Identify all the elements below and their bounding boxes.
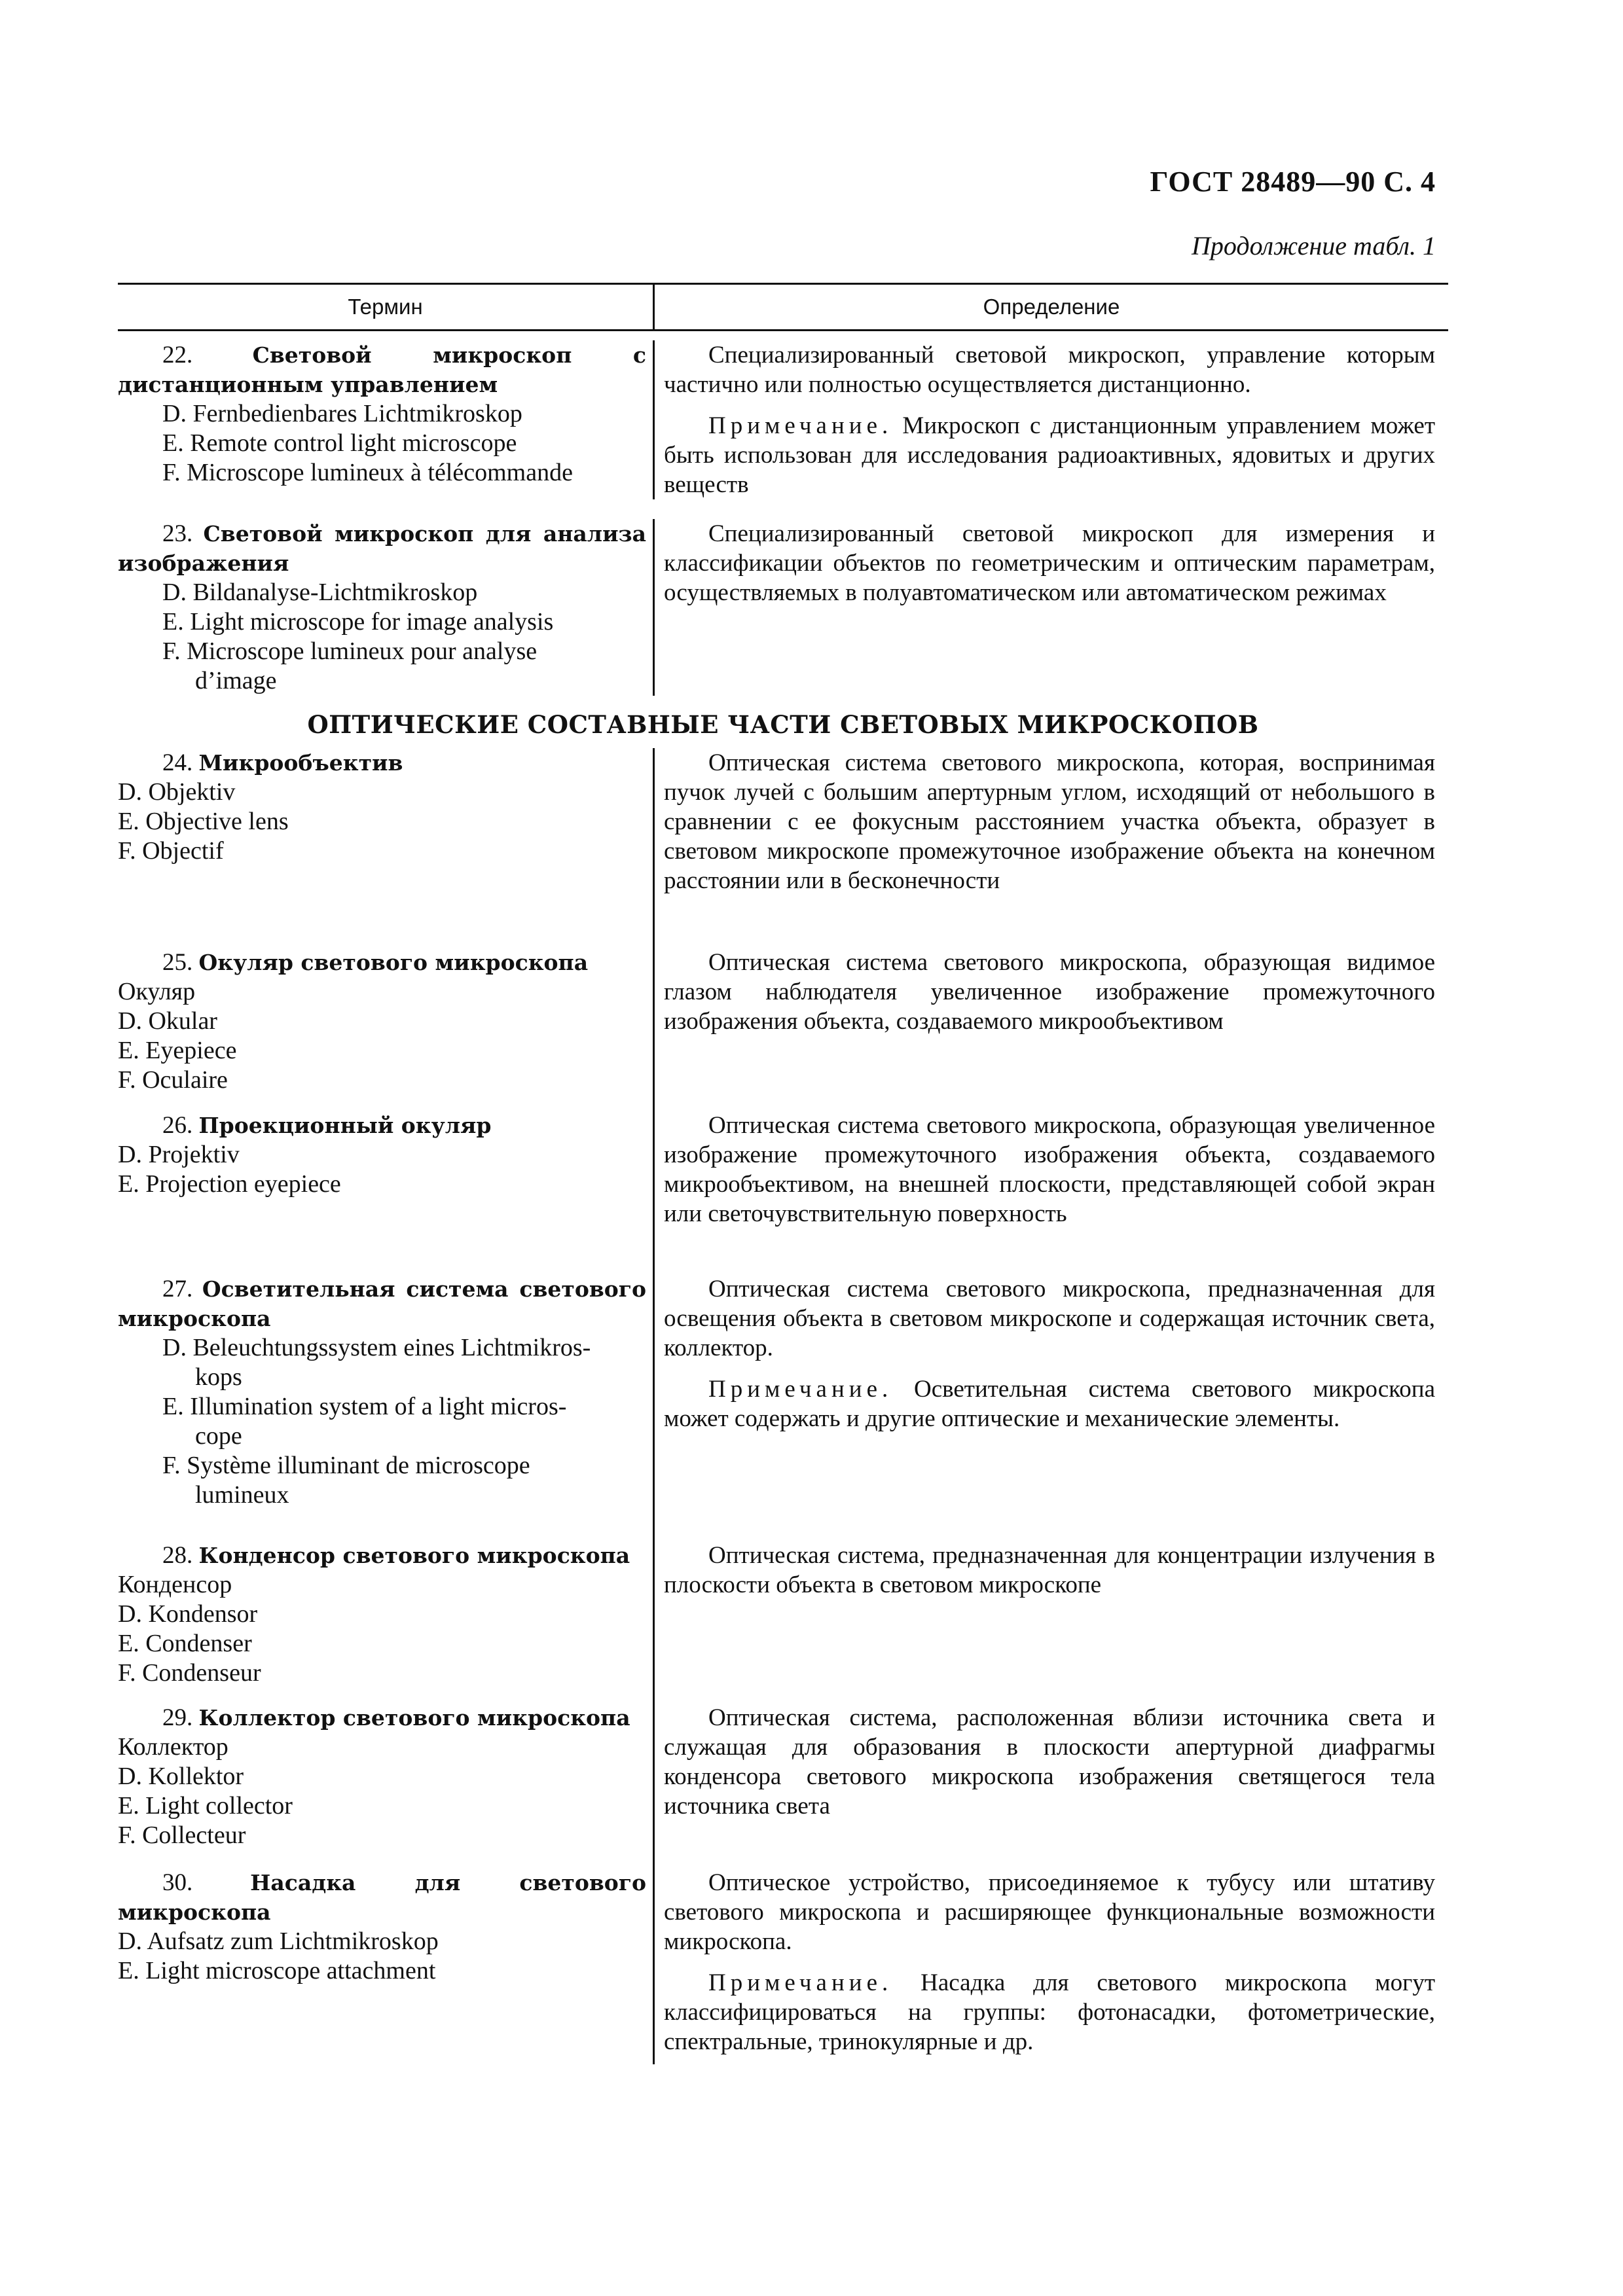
term-de: D. Objektiv [118, 778, 236, 806]
term-de: D. Kondensor [118, 1600, 258, 1628]
term-title: 28. Конденсор светового микроскопа [162, 1542, 630, 1569]
term-en: E. Light microscope attachment [118, 1957, 436, 1984]
column-header-term: Термин [348, 295, 423, 319]
term-title: 22. Световой микроскоп с дистанционным управлением [118, 342, 646, 397]
definition: Специализированный световой микроскоп, управление которым частично или полностью осуществляется дистанционно. [664, 342, 1435, 398]
term-de: D. Bildanalyse-Lichtmikroskop [162, 579, 478, 606]
term-title: 26. Проекционный окуляр [162, 1112, 492, 1139]
definition: Специализированный световой микроскоп для измерения и классификации объектов по геометрическим и оптическим параметрам, осуществляемых в полуавтоматическом или автоматическом режимах [664, 520, 1435, 606]
table-row [118, 331, 1448, 499]
term-de: D. Kollektor [118, 1763, 244, 1790]
term-en: E. Remote control light microscope [162, 429, 517, 457]
term-title: 24. Микрообъектив [162, 749, 403, 776]
definition: Оптическая система светового микроскопа, которая, воспринимая пучок лучей с большим апертурным углом, исходящий от небольшого в сравнении с ее фокусным расстоянием участка объекта, образует в световом микроскопе промежуточное изображение объекта на конечном расстоянии или в бесконечности [664, 749, 1435, 894]
term-fr: F. Condenseur [118, 1659, 261, 1687]
term-fr: F. Collecteur [118, 1821, 246, 1849]
term-title: 29. Коллектор светового микроскопа [162, 1704, 630, 1731]
table-block-2 [118, 748, 1448, 2064]
table-row [118, 1541, 1448, 1703]
term-synonym: Окуляр [118, 978, 196, 1005]
term-en: E. Light collector [118, 1792, 293, 1820]
term-en: E. Objective lens [118, 808, 289, 835]
table-row [118, 948, 1448, 1111]
term-fr: F. Système illuminant de microscope lumineux [162, 1452, 530, 1509]
term-de: D. Beleuchtungssystem eines Lichtmikros- kops [162, 1334, 591, 1391]
term-fr: F. Microscope lumineux à télécommande [162, 459, 573, 486]
definition: Оптическое устройство, присоединяемое к тубусу или штативу светового микроскопа и расширяющее функциональные возможности микроскопа. [664, 1869, 1435, 1955]
term-synonym: Коллектор [118, 1733, 228, 1761]
definition: Оптическая система, расположенная вблизи источника света и служащая для образования в плоскости апертурной диафрагмы конденсора светового микроскопа изображения светящегося тела источника света [664, 1704, 1435, 1820]
term-en: E. Illumination system of a light micros- cope [162, 1393, 567, 1450]
table-row [118, 748, 1448, 948]
term-en: E. Light microscope for image analysis [162, 608, 554, 636]
term-title: 30. Насадка для светового микроскопа [118, 1869, 647, 1925]
term-en: E. Condenser [118, 1630, 252, 1657]
terms-table [118, 283, 1448, 2064]
term-de: D. Okular [118, 1007, 217, 1035]
term-title: 25. Окуляр светового микроскопа [162, 949, 589, 976]
table-block-1 [118, 331, 1448, 701]
definition: Оптическая система, предназначенная для концентрации излучения в плоскости объекта в световом микроскопе [664, 1542, 1435, 1598]
term-en: E. Eyepiece [118, 1037, 237, 1064]
definition: Оптическая система светового микроскопа, предназначенная для освещения объекта в световом микроскопе и содержащая источник света, коллектор. [664, 1276, 1435, 1361]
definition: Оптическая система светового микроскопа, образующая увеличенное изображение промежуточного изображения объекта, создаваемого микрообъективом, на внешней плоскости, представляющей собой экран или светочувствительную поверхность [664, 1112, 1435, 1227]
table-row [118, 499, 1448, 701]
definition-note: Примечание. Насадка для светового микроскопа могут классифицироваться на группы: фотонасадки, фотометрические, спектральные, тринокулярные и др. [664, 1969, 1436, 2055]
table-row [118, 1111, 1448, 1274]
definition-note: Примечание. Осветительная система светового микроскопа может содержать и другие оптические и механические элементы. [664, 1376, 1436, 1432]
section-title: ОПТИЧЕСКИЕ СОСТАВНЫЕ ЧАСТИ СВЕТОВЫХ МИКРОСКОПОВ [307, 710, 1259, 739]
term-title: 23. Световой микроскоп для анализа изображения [118, 520, 646, 576]
column-header-definition: Определение [653, 285, 1448, 329]
table-row [118, 1274, 1448, 1541]
term-title: 27. Осветительная система светового микроскопа [118, 1276, 647, 1331]
table-caption: Продолжение табл. 1 [1191, 231, 1436, 260]
table-header [118, 283, 1448, 331]
term-de: D. Projektiv [118, 1141, 240, 1168]
term-synonym: Конденсор [118, 1571, 232, 1598]
term-fr: F. Objectif [118, 837, 224, 865]
term-en: E. Projection eyepiece [118, 1170, 341, 1198]
definition: Оптическая система светового микроскопа, образующая видимое глазом наблюдателя увеличенное изображение промежуточного изображения объекта, создаваемого микрообъективом [664, 949, 1435, 1035]
term-de: D. Fernbedienbares Lichtmikroskop [162, 400, 522, 427]
table-row [118, 1868, 1448, 2064]
table-row [118, 1703, 1448, 1868]
term-de: D. Aufsatz zum Lichtmikroskop [118, 1928, 439, 1955]
term-fr: F. Microscope lumineux pour analyse d’image [162, 637, 538, 694]
definition-note: Примечание. Микроскоп с дистанционным управлением может быть использован для исследования радиоактивных, ядовитых и других веществ [664, 412, 1435, 498]
term-fr: F. Oculaire [118, 1066, 228, 1094]
document-code: ГОСТ 28489—90 С. 4 [1150, 166, 1436, 198]
